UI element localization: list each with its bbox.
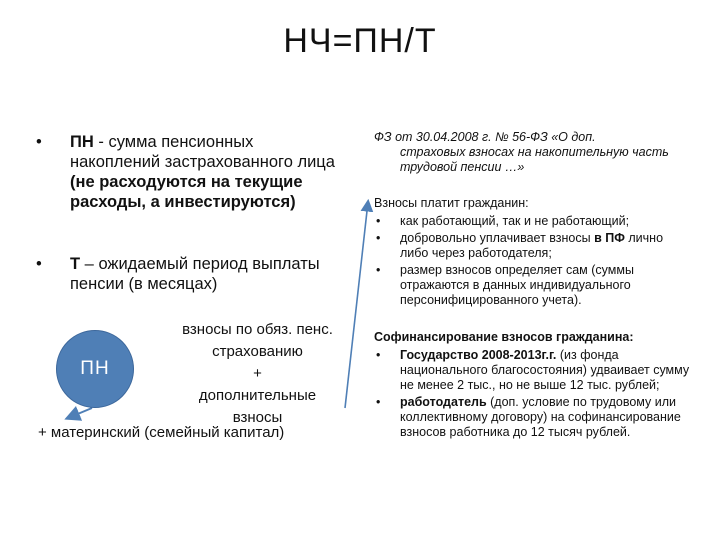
pn-circle: ПН xyxy=(56,330,134,408)
contribution-sources xyxy=(150,319,365,429)
source-plus: + xyxy=(253,365,262,382)
source-line-2: страхованию xyxy=(212,343,303,360)
slide-title: НЧ=ПН/Т xyxy=(283,22,437,60)
list-item: • размер взносов определяет сам (суммы отражаются в данных индивидуального персонифицированного учета). xyxy=(376,263,634,307)
term-t: Т xyxy=(70,255,81,273)
bullet-marker: • xyxy=(36,255,42,273)
bullet-marker: • xyxy=(36,133,42,151)
bullet-marker: • xyxy=(376,231,381,245)
pn-note: (не расходуются на текущие расходы, а инвестируются) xyxy=(70,173,303,211)
pn-definition: - сумма пенсионных накоплений застрахованного лица xyxy=(70,133,335,171)
arrow-to-pn xyxy=(68,408,92,418)
payers-title: Взносы платит гражданин: xyxy=(374,196,529,210)
list-item: • добровольно уплачивает взносы в ПФ лично либо через работодателя; xyxy=(376,231,664,260)
cofin-title: Софинансирование взносов гражданина: xyxy=(374,330,634,344)
list-item: • работодатель (доп. условие по трудовому или коллективному договору) на софинансирование взносов работника до 12 тысяч рублей. xyxy=(376,395,681,439)
maternity-capital: + материнский (семейный капитал) xyxy=(38,424,285,441)
cofinancing-block xyxy=(374,330,704,442)
source-line-1: взносы по обяз. пенс. xyxy=(182,321,333,338)
law-line-2: страховых взносах на накопительную часть трудовой пенсии …» xyxy=(400,145,669,174)
payers-block xyxy=(374,196,694,310)
bullet-marker: • xyxy=(376,395,381,409)
law-reference xyxy=(374,130,694,175)
t-definition: – ожидаемый период выплаты пенсии (в месяцах) xyxy=(70,255,320,293)
term-pn: ПН xyxy=(70,133,94,151)
source-line-3: дополнительные xyxy=(198,387,317,404)
law-line-1: ФЗ от 30.04.2008 г. № 56-ФЗ «О доп. xyxy=(374,130,596,144)
source-line-4: взносы xyxy=(232,409,283,426)
list-item: • как работающий, так и не работающий; xyxy=(376,214,630,228)
bullet-marker: • xyxy=(376,263,381,277)
bullet-marker: • xyxy=(376,348,381,362)
bullet-marker: • xyxy=(376,214,381,228)
list-item: • Государство 2008-2013г.г. (из фонда национального благосостояния) удваивает сумму не менее 2 тыс., но не выше 12 тыс. рублей; xyxy=(376,348,690,392)
